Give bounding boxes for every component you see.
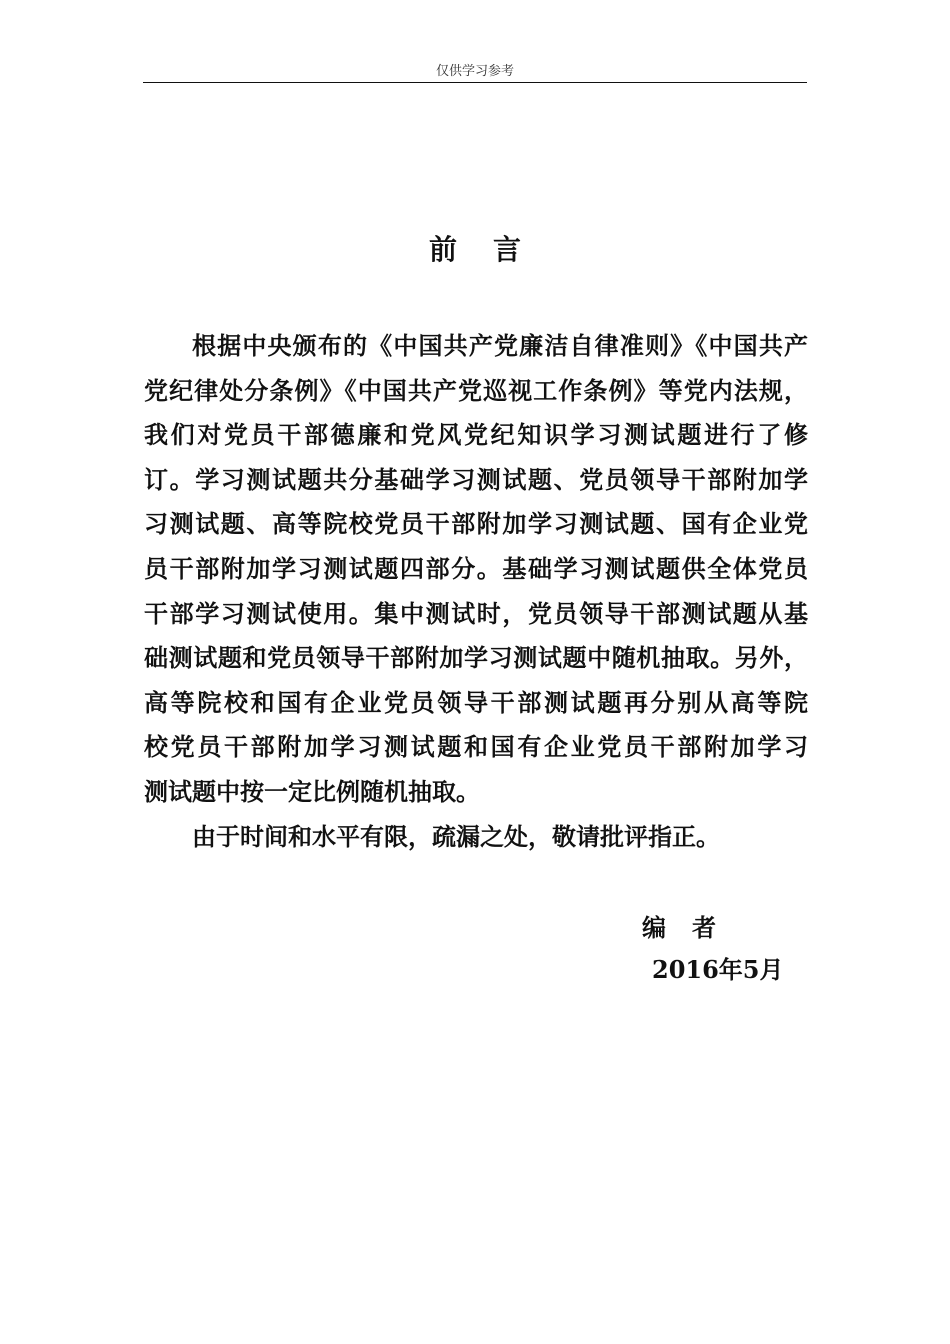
- paragraph-line: 我们对党员干部德廉和党风党纪知识学习测试题进行了修: [144, 420, 808, 450]
- paragraph-line: 测试题中按一定比例随机抽取。: [144, 776, 480, 806]
- paragraph-line: 干部学习测试使用。集中测试时，党员领导干部测试题从基: [144, 598, 808, 628]
- title-char-1: 前: [428, 233, 457, 266]
- paragraph-line: 根据中央颁布的《中国共产党廉洁自律准则》《中国共产: [192, 331, 808, 360]
- preface-paragraph-2: [144, 815, 808, 860]
- paragraph-line: 员干部附加学习测试题四部分。基础学习测试题供全体党员: [144, 553, 808, 583]
- header-divider: [143, 82, 807, 83]
- signature-editor: [642, 908, 716, 948]
- editor-char-2: 者: [692, 913, 716, 942]
- paragraph-line: 校党员干部附加学习测试题和国有企业党员干部附加学习: [144, 732, 808, 762]
- preface-body: [144, 324, 808, 859]
- paragraph-line: 础测试题和党员领导干部附加学习测试题中随机抽取。另外，: [144, 643, 808, 673]
- signature-date: 2016年5月: [652, 955, 784, 984]
- page-title: [0, 230, 950, 270]
- paragraph-line: 订。学习测试题共分基础学习测试题、党员领导干部附加学: [144, 464, 808, 494]
- title-char-2: 言: [493, 233, 522, 266]
- preface-paragraph-1: [144, 324, 808, 815]
- paragraph-line: 党纪律处分条例》《中国共产党巡视工作条例》等党内法规，: [144, 375, 808, 405]
- page-header-text: 仅供学习参考: [435, 64, 514, 79]
- paragraph-line: 高等院校和国有企业党员领导干部测试题再分别从高等院: [144, 687, 808, 717]
- paragraph-line: 由于时间和水平有限，疏漏之处，敬请批评指正。: [192, 821, 720, 851]
- paragraph-line: 习测试题、高等院校党员干部附加学习测试题、国有企业党: [144, 509, 808, 539]
- editor-char-1: 编: [642, 913, 666, 942]
